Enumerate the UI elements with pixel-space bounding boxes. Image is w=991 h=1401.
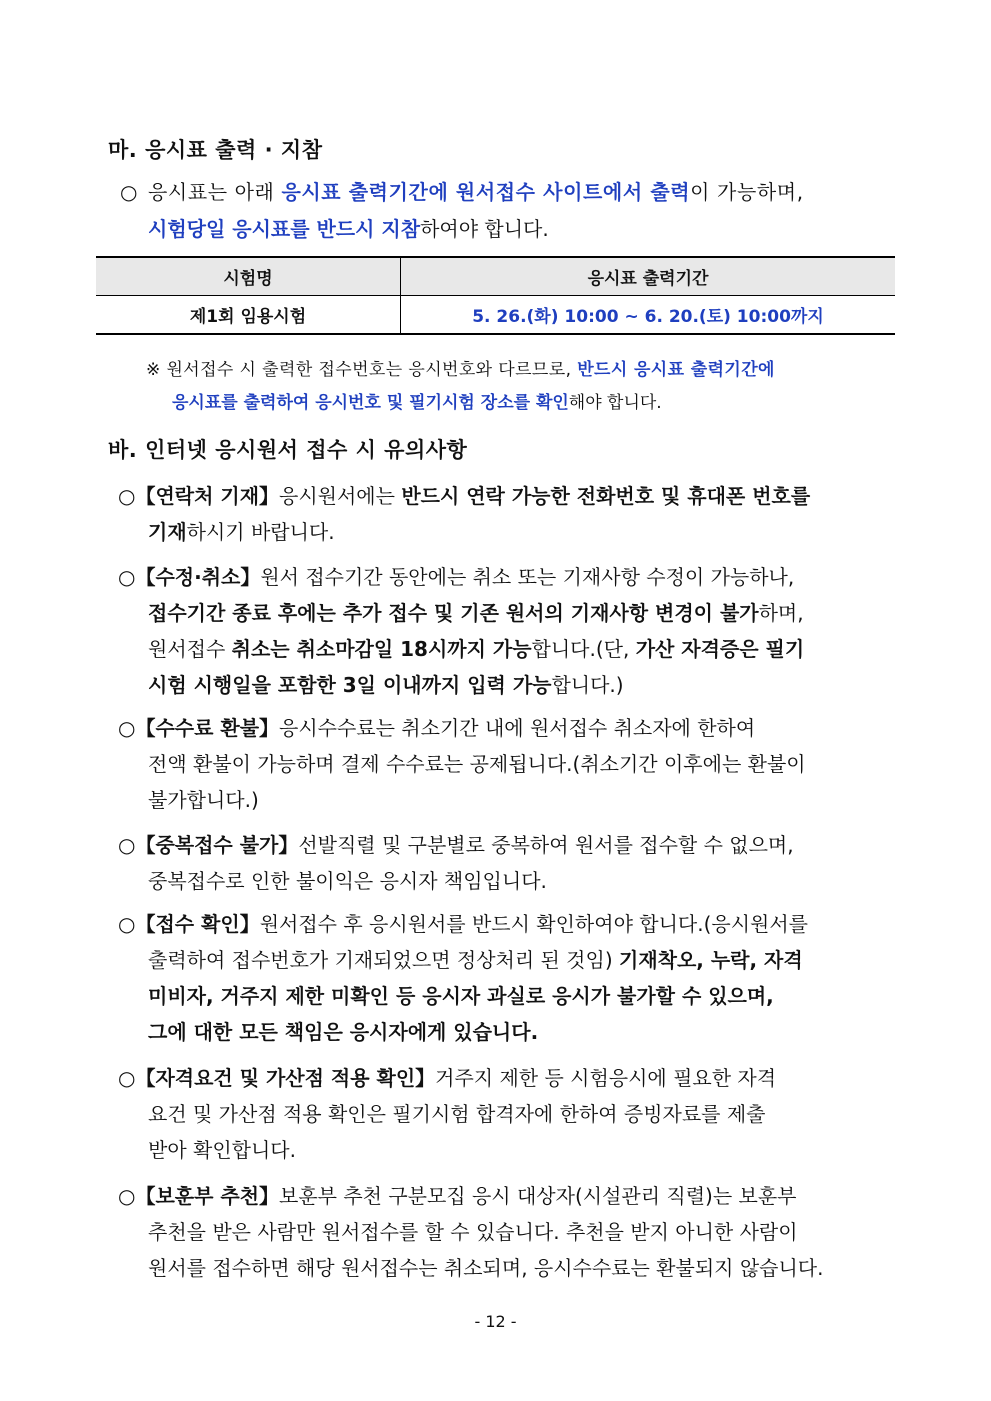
bullet-mark: ○ — [118, 912, 136, 936]
ma-line-1: ○ 응시표는 아래 응시표 출력기간에 원서접수 사이트에서 출력이 가능하며, — [120, 180, 804, 204]
list-item-line: 요건 및 가산점 적용 확인은 필기시험 합격자에 한하여 증빙자료를 제출 — [148, 1102, 766, 1126]
list-item-refund: ○【수수료 환불】응시수수료는 취소기간 내에 원서접수 취소자에 한하여 — [118, 716, 756, 740]
table-cell: 5. 26.(화) 10:00 ~ 6. 20.(토) 10:00까지 — [401, 296, 896, 335]
list-item-line: 접수기간 종료 후에는 추가 접수 및 기존 원서의 기재사항 변경이 불가하며, — [148, 601, 804, 625]
list-item-contact: ○【연락처 기재】응시원서에는 반드시 연락 가능한 전화번호 및 휴대폰 번호를 — [118, 484, 811, 508]
list-item-line: 전액 환불이 가능하며 결제 수수료는 공제됩니다.(취소기간 이후에는 환불이 — [148, 752, 806, 776]
note-line-1: ※ 원서접수 시 출력한 접수번호는 응시번호와 다르므로, 반드시 응시표 출력기간에 — [146, 360, 775, 380]
bullet-mark: ○ — [118, 1066, 136, 1090]
table-row — [96, 296, 895, 335]
ma-line-2: 시험당일 응시표를 반드시 지참하여야 합니다. — [148, 217, 549, 241]
table-header-row — [96, 257, 895, 296]
table-cell: 제1회 임용시험 — [96, 296, 401, 335]
list-item-confirm: ○【접수 확인】원서접수 후 응시원서를 반드시 확인하여야 합니다.(응시원서를 — [118, 912, 808, 936]
page-number: - 12 - — [474, 1312, 517, 1331]
bullet-mark: ○ — [118, 716, 136, 740]
list-item-line: 원서접수 취소는 취소마감일 18시까지 가능합니다.(단, 가산 자격증은 필기 — [148, 637, 805, 661]
list-item-line: 미비자, 거주지 제한 미확인 등 응시자 과실로 응시가 불가할 수 있으며, — [148, 984, 774, 1008]
table-header: 시험명 — [96, 257, 401, 296]
list-item-qualification: ○【자격요건 및 가산점 적용 확인】거주지 제한 등 시험응시에 필요한 자격 — [118, 1066, 777, 1090]
print-period-table — [96, 256, 895, 335]
section-title-ba: 바. 인터넷 응시원서 접수 시 유의사항 — [108, 438, 468, 462]
list-item-line: 추천을 받은 사람만 원서접수를 할 수 있습니다. 추천을 받지 아니한 사람이 — [148, 1220, 798, 1244]
bullet-mark: ○ — [118, 565, 136, 589]
list-item-line: 출력하여 접수번호가 기재되었으면 정상처리 된 것임) 기재착오, 누락, 자격 — [148, 948, 803, 972]
section-title-ma: 마. 응시표 출력 · 지참 — [108, 138, 323, 162]
bullet-mark: ○ — [120, 180, 139, 204]
bullet-mark: ○ — [118, 1184, 136, 1208]
list-item-veterans: ○【보훈부 추천】보훈부 추천 구분모집 응시 대상자(시설관리 직렬)는 보훈부 — [118, 1184, 797, 1208]
list-item-line: 받아 확인합니다. — [148, 1138, 296, 1162]
bullet-mark: ○ — [118, 484, 136, 508]
note-mark: ※ — [146, 360, 161, 380]
bullet-mark: ○ — [118, 833, 136, 857]
list-item-line: 원서를 접수하면 해당 원서접수는 취소되며, 응시수수료는 환불되지 않습니다. — [148, 1256, 824, 1280]
list-item-line: 중복접수로 인한 불이익은 응시자 책임입니다. — [148, 869, 547, 893]
list-item-line: 시험 시행일을 포함한 3일 이내까지 입력 가능합니다.) — [148, 673, 624, 697]
note-line-2: 응시표를 출력하여 응시번호 및 필기시험 장소를 확인해야 합니다. — [172, 393, 662, 413]
list-item-line: 불가합니다.) — [148, 788, 259, 812]
list-item-line: 기재하시기 바랍니다. — [148, 520, 335, 544]
list-item-line: 그에 대한 모든 책임은 응시자에게 있습니다. — [148, 1020, 539, 1044]
list-item-duplicate: ○【중복접수 불가】선발직렬 및 구분별로 중복하여 원서를 접수할 수 없으며, — [118, 833, 794, 857]
list-item-edit-cancel: ○【수정·취소】원서 접수기간 동안에는 취소 또는 기재사항 수정이 가능하나, — [118, 565, 795, 589]
table-header: 응시표 출력기간 — [401, 257, 896, 296]
